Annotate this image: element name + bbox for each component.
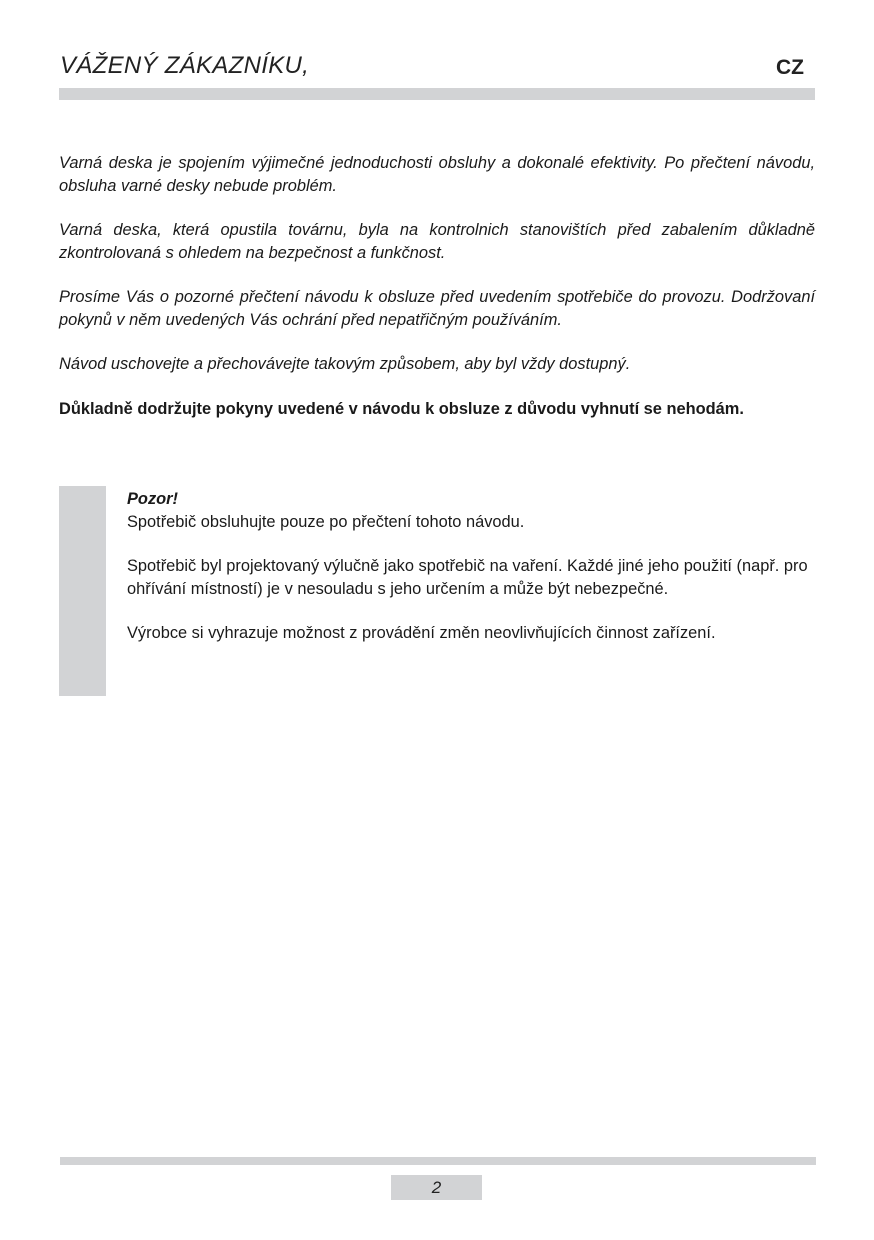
warning-heading: Pozor!: [127, 490, 178, 508]
warning-paragraph-2: Spotřebič byl projektovaný výlučně jako spotřebič na vaření. Každé jiné jeho použití (např. pro ohřívání místností) je v nesouladu s jeho určením a může být nebezpečné.: [127, 557, 808, 598]
intro-paragraph-4: Návod uschovejte a přechovávejte takovým způsobem, aby byl vždy dostupný.: [59, 355, 631, 373]
warning-paragraph-1: Spotřebič obsluhujte pouze po přečtení tohoto návodu.: [127, 512, 525, 531]
warning-side-bar: [59, 486, 106, 696]
warning-paragraph-3: Výrobce si vyhrazuje možnost z provádění změn neovlivňujících činnost zařízení.: [127, 624, 716, 642]
page-number: 2: [391, 1175, 482, 1200]
intro-section: [59, 152, 815, 442]
intro-paragraph-2: Varná deska, která opustila továrnu, byla na kontrolnich stanovištích před zabalením důkladně zkontrolovaná s ohledem na bezpečnost a funkčnost.: [59, 221, 815, 262]
header-divider-bar: [59, 88, 815, 100]
intro-paragraph-emphasis: Důkladně dodržujte pokyny uvedené v návodu k obsluze z důvodu vyhnutí se nehodám.: [59, 399, 744, 418]
intro-paragraph-1: Varná deska je spojením výjimečné jednoduchosti obsluhy a dokonalé efektivity. Po přečtení návodu, obsluha varné desky nebude problém.: [59, 154, 815, 195]
footer-divider-bar: [60, 1157, 816, 1165]
intro-paragraph-3: Prosíme Vás o pozorné přečtení návodu k obsluze před uvedením spotřebiče do provozu. Dodržovaní pokynů v něm uvedených Vás ochrání před nepatřičným používáním.: [59, 288, 815, 329]
warning-note: [127, 488, 817, 667]
page-title: VÁŽENÝ ZÁKAZNÍKU,: [60, 52, 310, 79]
language-code: CZ: [776, 56, 804, 79]
